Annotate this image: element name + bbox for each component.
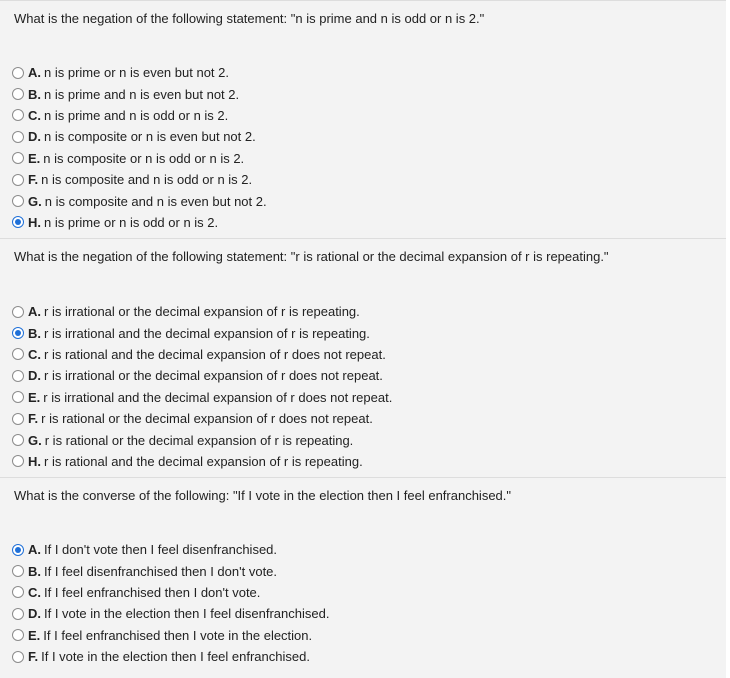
radio-unselected-icon[interactable] <box>12 455 24 467</box>
option-letter: F. <box>28 411 39 427</box>
question-3-options <box>12 539 712 667</box>
radio-unselected-icon[interactable] <box>12 306 24 318</box>
answer-option-1-b[interactable] <box>12 83 712 104</box>
radio-unselected-icon[interactable] <box>12 370 24 382</box>
radio-selected-icon[interactable] <box>12 544 24 556</box>
option-letter: H. <box>28 453 41 469</box>
radio-unselected-icon[interactable] <box>12 131 24 143</box>
answer-option-1-h[interactable] <box>12 212 712 233</box>
question-1 <box>0 0 726 239</box>
option-letter: B. <box>28 86 41 102</box>
option-letter: C. <box>28 107 41 123</box>
question-2-text: What is the negation of the following statement: "r is rational or the decimal expansion of r is repeating." <box>14 249 609 264</box>
question-2-options <box>12 301 712 472</box>
option-letter: E. <box>28 389 41 405</box>
option-letter: A. <box>28 304 41 320</box>
answer-option-2-g[interactable] <box>12 429 712 450</box>
option-text: n is composite or n is even but not 2. <box>44 129 256 145</box>
answer-option-3-e[interactable] <box>12 625 712 646</box>
option-text: r is rational and the decimal expansion of r is repeating. <box>44 453 363 469</box>
answer-option-2-f[interactable] <box>12 408 712 429</box>
answer-option-1-f[interactable] <box>12 169 712 190</box>
option-text: If I feel enfranchised then I vote in the election. <box>43 627 313 643</box>
option-text: r is irrational and the decimal expansion of r does not repeat. <box>43 389 393 405</box>
answer-option-2-b[interactable] <box>12 322 712 343</box>
option-text: n is prime or n is even but not 2. <box>44 65 229 81</box>
question-2 <box>0 238 726 478</box>
option-letter: G. <box>28 432 42 448</box>
option-letter: H. <box>28 214 41 230</box>
radio-unselected-icon[interactable] <box>12 391 24 403</box>
answer-option-1-e[interactable] <box>12 148 712 169</box>
option-text: r is irrational or the decimal expansion of r does not repeat. <box>44 368 383 384</box>
option-letter: F. <box>28 172 39 188</box>
option-text: n is composite and n is even but not 2. <box>44 193 267 209</box>
radio-unselected-icon[interactable] <box>12 629 24 641</box>
question-3 <box>0 477 726 678</box>
answer-option-2-d[interactable] <box>12 365 712 386</box>
radio-unselected-icon[interactable] <box>12 586 24 598</box>
option-letter: D. <box>28 606 41 622</box>
option-text: If I feel disenfranchised then I don't vote. <box>44 563 278 579</box>
answer-option-2-e[interactable] <box>12 387 712 408</box>
question-1-text: What is the negation of the following statement: "n is prime and n is odd or n is 2." <box>14 11 485 26</box>
option-text: If I feel enfranchised then I don't vote. <box>44 584 261 600</box>
radio-unselected-icon[interactable] <box>12 67 24 79</box>
option-letter: D. <box>28 368 41 384</box>
radio-unselected-icon[interactable] <box>12 413 24 425</box>
answer-option-2-h[interactable] <box>12 451 712 472</box>
option-letter: D. <box>28 129 41 145</box>
radio-unselected-icon[interactable] <box>12 348 24 360</box>
option-text: n is composite or n is odd or n is 2. <box>43 150 245 166</box>
option-text: n is prime or n is odd or n is 2. <box>44 214 219 230</box>
radio-unselected-icon[interactable] <box>12 152 24 164</box>
radio-selected-icon[interactable] <box>12 327 24 339</box>
answer-option-1-c[interactable] <box>12 105 712 126</box>
radio-selected-icon[interactable] <box>12 216 24 228</box>
option-letter: B. <box>28 325 41 341</box>
option-text: r is rational or the decimal expansion of r is repeating. <box>44 432 354 448</box>
option-letter: B. <box>28 563 41 579</box>
radio-unselected-icon[interactable] <box>12 434 24 446</box>
option-text: If I don't vote then I feel disenfranchised. <box>44 542 278 558</box>
option-text: If I vote in the election then I feel enfranchised. <box>41 649 310 665</box>
radio-unselected-icon[interactable] <box>12 608 24 620</box>
radio-unselected-icon[interactable] <box>12 88 24 100</box>
radio-unselected-icon[interactable] <box>12 109 24 121</box>
question-1-options <box>12 62 712 233</box>
option-letter: E. <box>28 150 41 166</box>
answer-option-3-c[interactable] <box>12 582 712 603</box>
option-text: n is prime and n is even but not 2. <box>44 86 240 102</box>
radio-unselected-icon[interactable] <box>12 565 24 577</box>
option-letter: A. <box>28 65 41 81</box>
answer-option-2-a[interactable] <box>12 301 712 322</box>
option-letter: A. <box>28 542 41 558</box>
radio-unselected-icon[interactable] <box>12 195 24 207</box>
answer-option-1-d[interactable] <box>12 126 712 147</box>
option-letter: E. <box>28 627 41 643</box>
option-letter: G. <box>28 193 42 209</box>
answer-option-3-f[interactable] <box>12 646 712 667</box>
answer-option-3-a[interactable] <box>12 539 712 560</box>
radio-unselected-icon[interactable] <box>12 174 24 186</box>
question-3-text: What is the converse of the following: "If I vote in the election then I feel enfranchised." <box>14 488 512 503</box>
answer-option-1-a[interactable] <box>12 62 712 83</box>
answer-option-3-b[interactable] <box>12 560 712 581</box>
option-text: If I vote in the election then I feel disenfranchised. <box>44 606 330 622</box>
answer-option-3-d[interactable] <box>12 603 712 624</box>
option-letter: C. <box>28 346 41 362</box>
answer-option-1-g[interactable] <box>12 190 712 211</box>
option-letter: F. <box>28 649 39 665</box>
option-letter: C. <box>28 584 41 600</box>
option-text: r is rational or the decimal expansion of r does not repeat. <box>41 411 373 427</box>
option-text: r is irrational or the decimal expansion of r is repeating. <box>44 304 360 320</box>
answer-option-2-c[interactable] <box>12 344 712 365</box>
option-text: n is prime and n is odd or n is 2. <box>44 107 229 123</box>
option-text: n is composite and n is odd or n is 2. <box>41 172 253 188</box>
radio-unselected-icon[interactable] <box>12 651 24 663</box>
option-text: r is rational and the decimal expansion of r does not repeat. <box>44 346 386 362</box>
option-text: r is irrational and the decimal expansion of r is repeating. <box>44 325 370 341</box>
